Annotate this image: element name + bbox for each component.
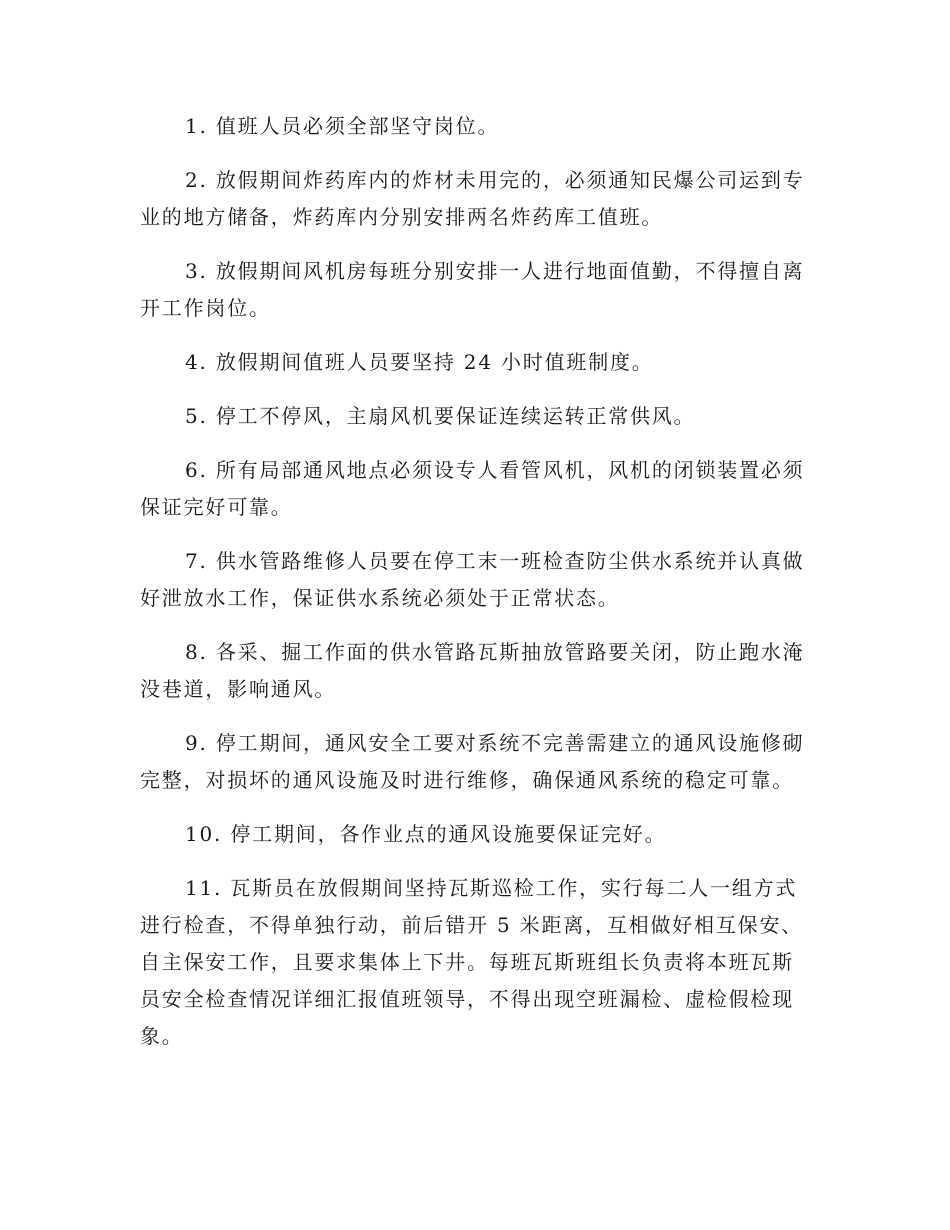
document-body	[140, 108, 810, 1072]
paragraph-2: 2. 放假期间炸药库内的炸材未用完的，必须通知民爆公司运到专业的地方储备，炸药库内分别安排两名炸药库工值班。	[140, 168, 805, 229]
paragraph-3: 3. 放假期间风机房每班分别安排一人进行地面值勤，不得擅自离开工作岗位。	[140, 259, 805, 320]
paragraph-4: 4. 放假期间值班人员要坚持 24 小时值班制度。	[185, 350, 654, 374]
paragraph-11: 11. 瓦斯员在放假期间坚持瓦斯巡检工作，实行每二人一组方式进行检查，不得单独行动，前后错开 5 米距离，互相做好相互保安、自主保安工作，且要求集体上下井。每班瓦斯班组长负责将本班瓦斯员安全检查情况详细汇报值班领导，不得出现空班漏检、虚检假检现象。	[140, 876, 804, 1048]
paragraph-8: 8. 各采、掘工作面的供水管路瓦斯抽放管路要关闭，防止跑水淹没巷道，影响通风。	[140, 640, 805, 701]
paragraph-6: 6. 所有局部通风地点必须设专人看管风机，风机的闭锁装置必须保证完好可靠。	[140, 458, 805, 519]
paragraph-9: 9. 停工期间，通风安全工要对系统不完善需建立的通风设施修砌完整，对损坏的通风设施及时进行维修，确保通风系统的稳定可靠。	[140, 731, 805, 792]
paragraph-10: 10. 停工期间，各作业点的通风设施要保证完好。	[185, 822, 667, 846]
paragraph-1: 1. 值班人员必须全部坚守岗位。	[185, 114, 500, 138]
paragraph-7: 7. 供水管路维修人员要在停工末一班检查防尘供水系统并认真做好泄放水工作，保证供水系统必须处于正常状态。	[140, 549, 805, 610]
paragraph-5: 5. 停工不停风，主扇风机要保证连续运转正常供风。	[185, 404, 696, 428]
